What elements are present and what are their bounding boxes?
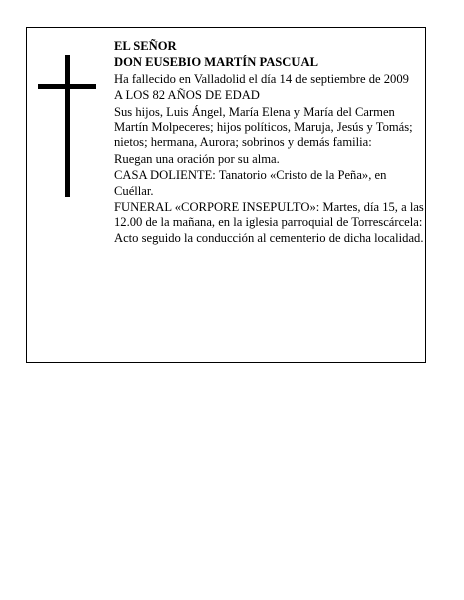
death-statement: Ha fallecido en Valladolid el día 14 de septiembre de 2009	[114, 71, 409, 86]
funeral-home: CASA DOLIENTE: Tanatorio «Cristo de la Peña», en Cuéllar.	[114, 168, 387, 198]
notice-title: EL SEÑOR	[114, 39, 177, 53]
prayer-request: Ruegan una oración por su alma.	[114, 151, 280, 166]
age-statement: A LOS 82 AÑOS DE EDAD	[114, 88, 260, 103]
cross-vertical-bar	[65, 55, 70, 197]
cross-horizontal-bar	[38, 84, 96, 89]
deceased-name: DON EUSEBIO MARTÍN PASCUAL	[114, 55, 318, 70]
funeral-details: FUNERAL «CORPORE INSEPULTO»: Martes, día 15, a las 12.00 de la mañana, en la iglesia parroquial de Torrescárcela: Acto seguido la conducción al cementerio de dicha localidad.	[114, 200, 424, 245]
family-statement: Sus hijos, Luis Ángel, María Elena y María del Carmen Martín Molpeceres; hijos políticos, Maruja, Jesús y Tomás; nietos; hermana, Aurora; sobrinos y demás familia:	[114, 104, 413, 150]
obituary-text	[114, 39, 424, 247]
